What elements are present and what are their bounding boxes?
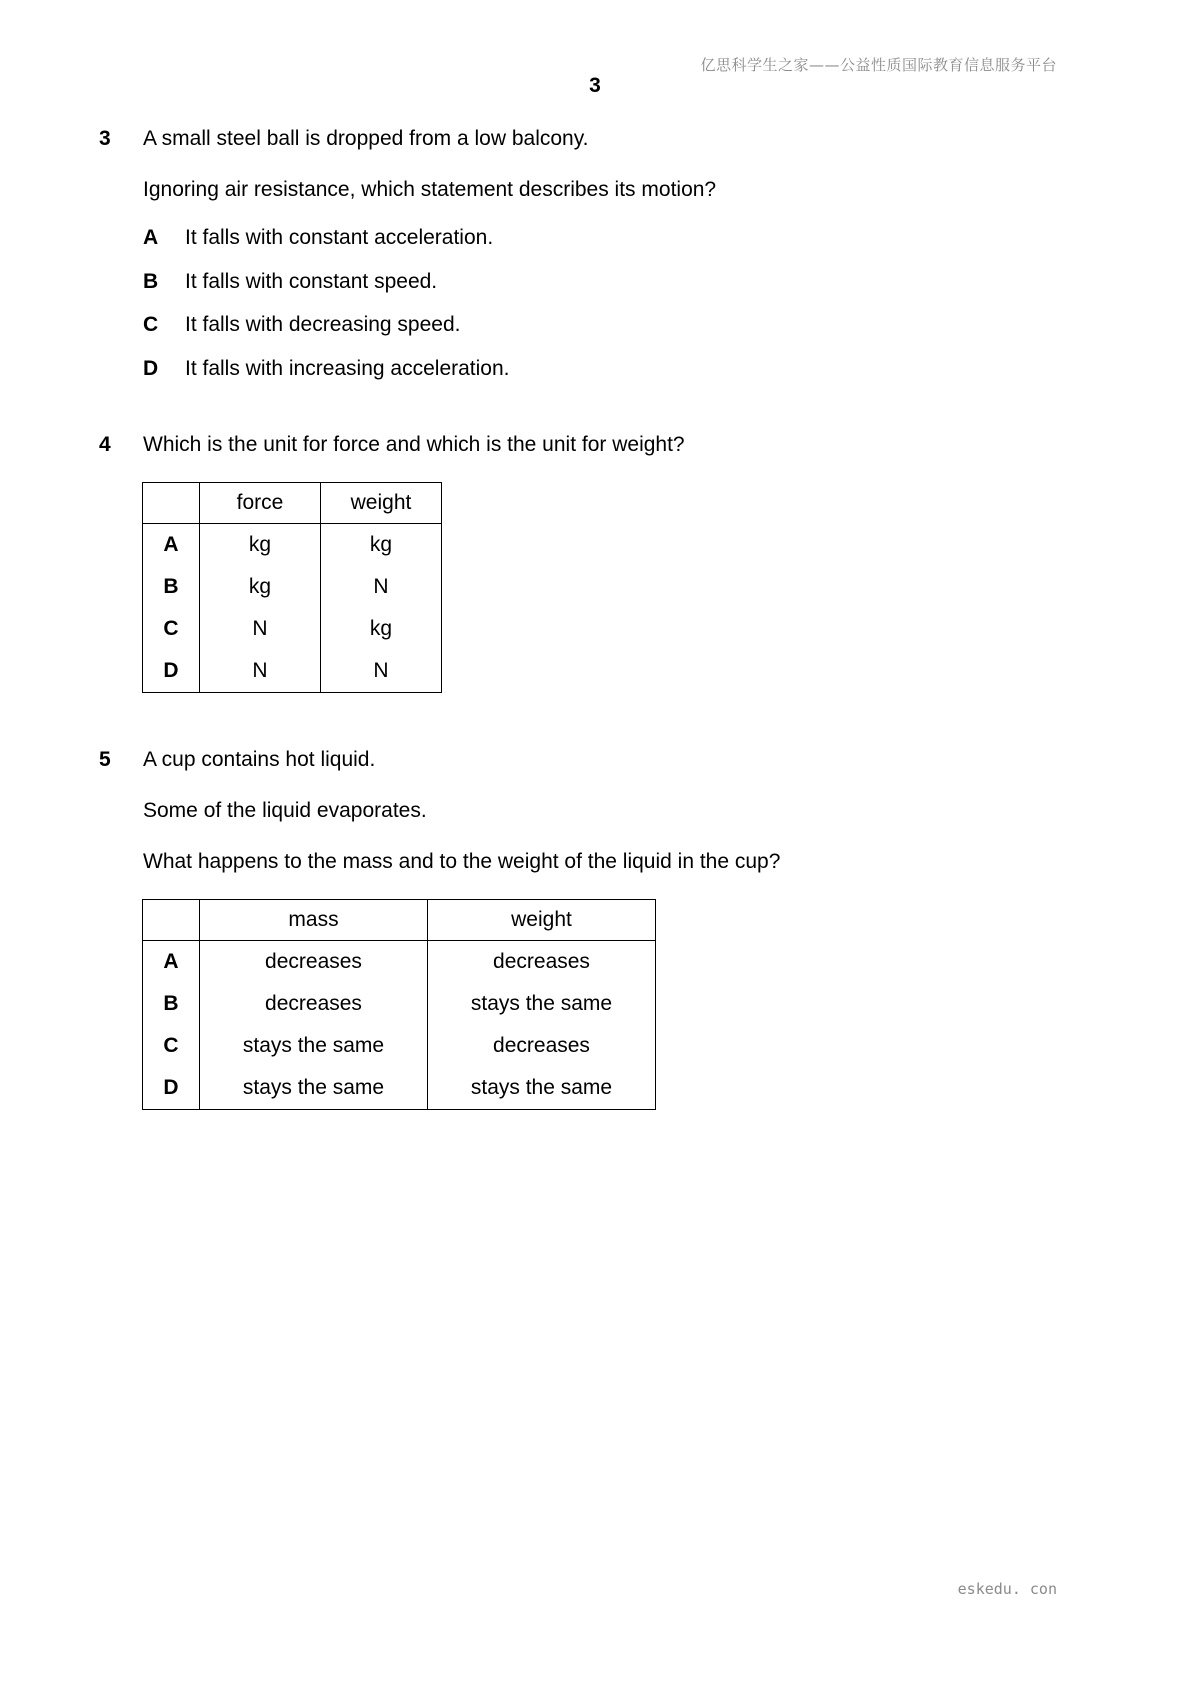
option-text: It falls with decreasing speed.	[185, 313, 461, 336]
row-letter: C	[143, 608, 200, 650]
force-cell: N	[200, 650, 321, 693]
option-letter: A	[143, 226, 159, 249]
header-cell	[143, 483, 200, 524]
footer-site: eskedu. con	[957, 1580, 1057, 1598]
header-cell	[143, 900, 200, 941]
watermark-text: 亿思科学生之家——公益性质国际教育信息服务平台	[700, 56, 1057, 74]
question-number: 5	[99, 748, 111, 771]
question-line-1: A cup contains hot liquid.	[143, 748, 376, 771]
row-letter: A	[143, 941, 200, 984]
row-letter: D	[143, 650, 200, 693]
weight-cell: N	[321, 650, 442, 693]
mass-cell: decreases	[200, 941, 428, 984]
option-text: It falls with constant acceleration.	[185, 226, 494, 249]
table-row-c[interactable]	[143, 608, 442, 650]
row-letter: A	[143, 524, 200, 567]
row-letter: C	[143, 1025, 200, 1067]
mass-cell: stays the same	[200, 1067, 428, 1110]
option-letter: C	[143, 313, 159, 336]
question-text: What happens to the mass and to the weight of the liquid in the cup?	[143, 850, 781, 873]
row-letter: B	[143, 566, 200, 608]
table-row-d[interactable]	[143, 650, 442, 693]
table-row-a[interactable]	[143, 524, 442, 567]
force-cell: kg	[200, 524, 321, 567]
answer-table	[142, 482, 442, 693]
weight-cell: kg	[321, 524, 442, 567]
table-row-d[interactable]	[143, 1067, 656, 1110]
question-stem: A small steel ball is dropped from a low balcony.	[143, 127, 589, 150]
question-number: 4	[99, 433, 111, 456]
option-text: It falls with increasing acceleration.	[185, 357, 510, 380]
header-cell: weight	[428, 900, 656, 941]
table-row-a[interactable]	[143, 941, 656, 984]
option-text: It falls with constant speed.	[185, 270, 438, 293]
option-letter: D	[143, 357, 159, 380]
question-number: 3	[99, 127, 111, 150]
force-cell: kg	[200, 566, 321, 608]
header-cell: force	[200, 483, 321, 524]
force-cell: N	[200, 608, 321, 650]
table-row-c[interactable]	[143, 1025, 656, 1067]
weight-cell: decreases	[428, 941, 656, 984]
table-row-b[interactable]	[143, 983, 656, 1025]
option-letter: B	[143, 270, 159, 293]
question-text: Ignoring air resistance, which statement describes its motion?	[143, 178, 717, 201]
row-letter: B	[143, 983, 200, 1025]
mass-cell: decreases	[200, 983, 428, 1025]
header-cell: mass	[200, 900, 428, 941]
table-row-b[interactable]	[143, 566, 442, 608]
question-line-2: Some of the liquid evaporates.	[143, 799, 427, 822]
weight-cell: decreases	[428, 1025, 656, 1067]
page-number: 3	[589, 74, 601, 97]
header-cell: weight	[321, 483, 442, 524]
table-header-row	[143, 900, 656, 941]
weight-cell: kg	[321, 608, 442, 650]
question-text: Which is the unit for force and which is the unit for weight?	[143, 433, 685, 456]
weight-cell: stays the same	[428, 1067, 656, 1110]
mass-cell: stays the same	[200, 1025, 428, 1067]
weight-cell: stays the same	[428, 983, 656, 1025]
answer-table	[142, 899, 656, 1110]
row-letter: D	[143, 1067, 200, 1110]
weight-cell: N	[321, 566, 442, 608]
table-header-row	[143, 483, 442, 524]
